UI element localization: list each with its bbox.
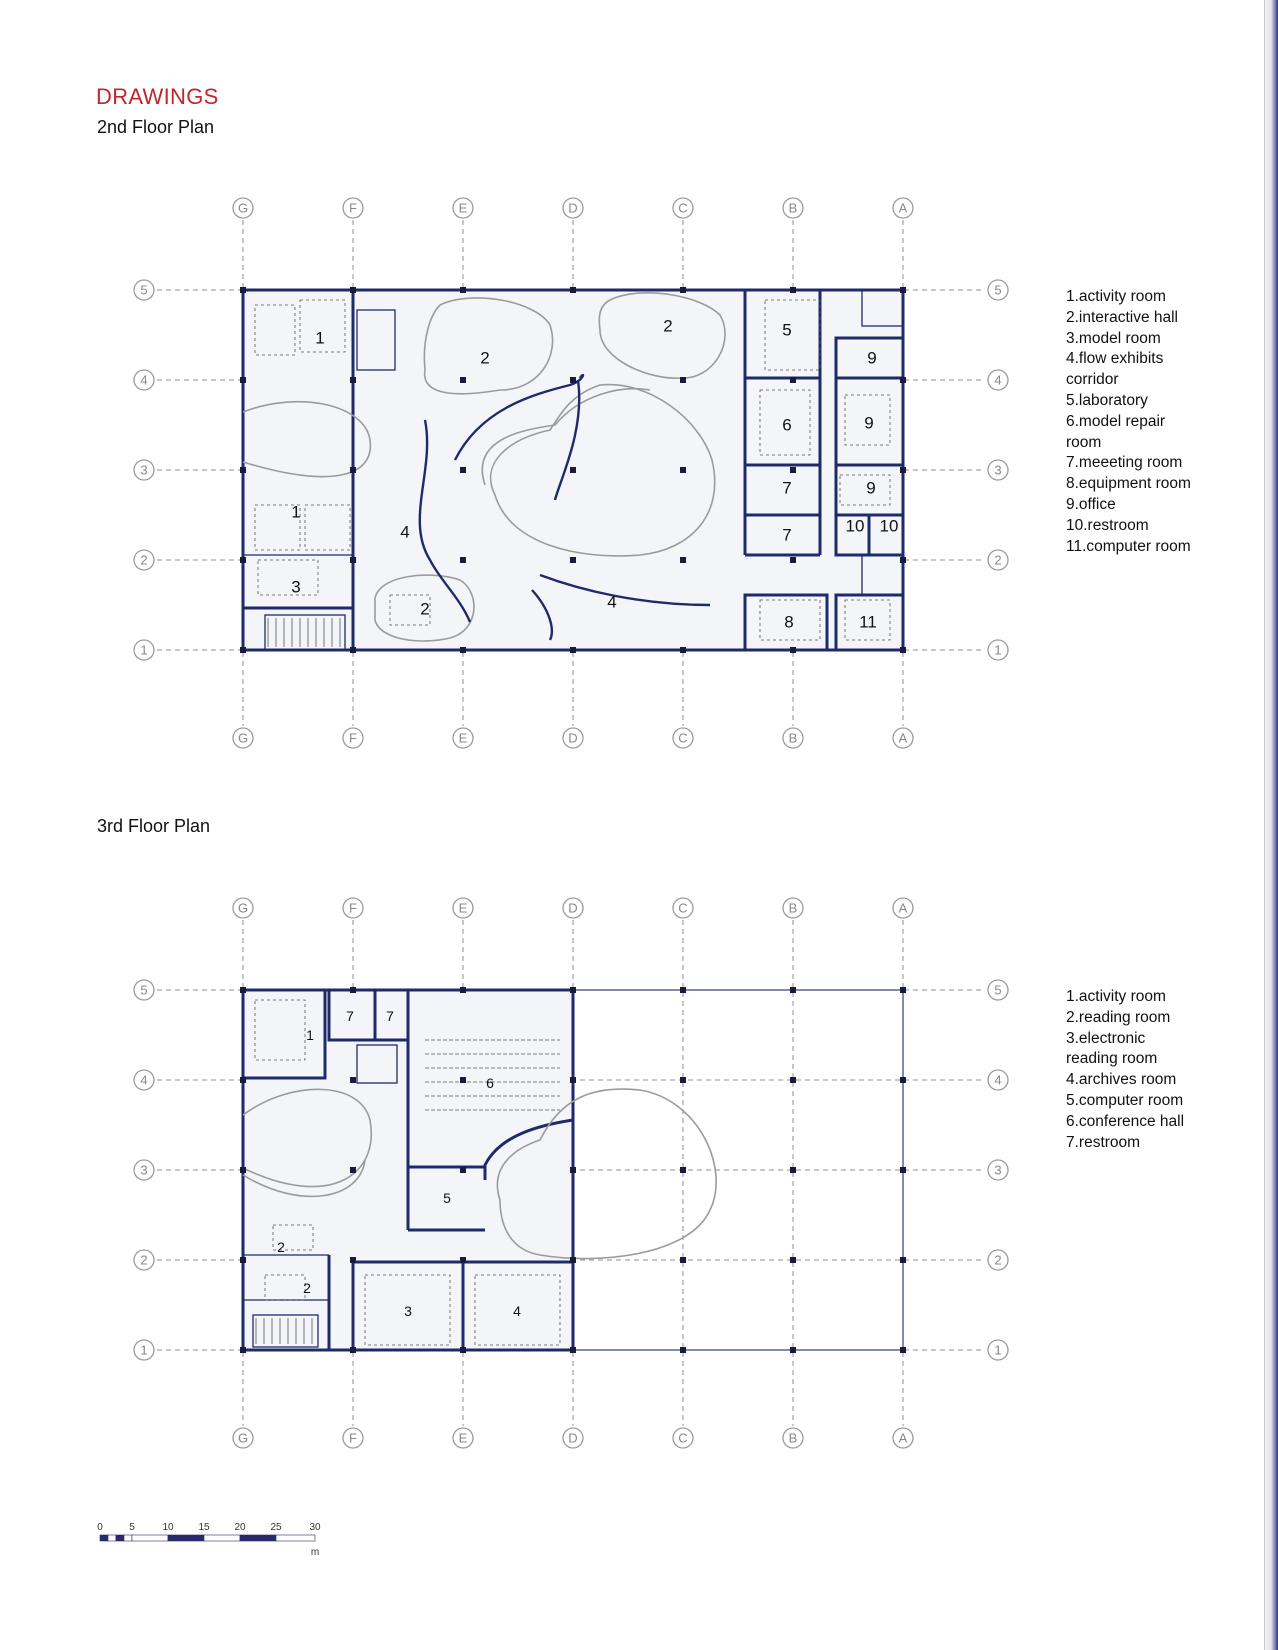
legend-item: 5.laboratory: [1066, 391, 1148, 409]
grid-bubble-label: 5: [994, 282, 1002, 298]
scale-segment: [116, 1535, 124, 1541]
legend-item: 3.model room: [1066, 329, 1161, 347]
grid-bubble-label: 1: [140, 1342, 148, 1358]
structural-column: [240, 287, 246, 293]
room-label: 8: [784, 612, 794, 632]
structural-column: [680, 1167, 686, 1173]
structural-column: [900, 287, 906, 293]
structural-column: [460, 467, 466, 473]
structural-column: [900, 1347, 906, 1353]
structural-column: [900, 1257, 906, 1263]
structural-column: [900, 1077, 906, 1083]
structural-column: [460, 987, 466, 993]
room-label: 2: [663, 316, 673, 336]
structural-column: [680, 467, 686, 473]
grid-bubble-label: E: [458, 900, 468, 916]
room-label: 1: [315, 328, 325, 348]
room-label: 2: [277, 1239, 285, 1255]
structural-column: [350, 1077, 356, 1083]
structural-column: [240, 1077, 246, 1083]
structural-column: [460, 1167, 466, 1173]
structural-column: [790, 377, 796, 383]
room-label: 6: [782, 415, 792, 435]
grid-bubble-label: B: [788, 730, 798, 746]
scale-segment: [168, 1535, 204, 1541]
plan-title-3rd-floor: 3rd Floor Plan: [97, 816, 211, 836]
grid-bubble-label: F: [349, 900, 357, 916]
grid-bubble-label: 2: [140, 552, 148, 568]
structural-column: [570, 1347, 576, 1353]
scale-tick-label: 30: [309, 1522, 321, 1533]
grid-bubble-label: 2: [994, 1252, 1002, 1268]
room-label: 3: [291, 577, 301, 597]
structural-column: [790, 287, 796, 293]
grid-bubble-label: 2: [994, 552, 1002, 568]
structural-column: [350, 987, 356, 993]
scale-tick-label: 20: [234, 1522, 246, 1533]
structural-column: [460, 1347, 466, 1353]
scale-segment: [132, 1535, 168, 1541]
scale-tick-label: 5: [129, 1522, 135, 1533]
scale-tick-label: 15: [198, 1522, 210, 1533]
scale-segment: [108, 1535, 116, 1541]
grid-bubble-label: 4: [140, 372, 148, 388]
structural-column: [790, 1167, 796, 1173]
structural-column: [240, 1347, 246, 1353]
structural-column: [460, 377, 466, 383]
structural-column: [790, 1257, 796, 1263]
room-label: 6: [486, 1075, 494, 1091]
legend-item: 6.model repair room: [1066, 412, 1166, 451]
structural-column: [680, 647, 686, 653]
structural-column: [790, 1347, 796, 1353]
structural-column: [790, 987, 796, 993]
legend-item: 1.activity room: [1066, 988, 1166, 1005]
room-label: 11: [859, 612, 877, 632]
room-label: 4: [400, 522, 410, 542]
scale-segment: [276, 1535, 315, 1541]
structural-column: [350, 647, 356, 653]
grid-bubble-label: F: [349, 730, 357, 746]
structural-column: [570, 1167, 576, 1173]
structural-column: [790, 467, 796, 473]
legend-item: 7.restroom: [1066, 1133, 1141, 1151]
structural-column: [460, 557, 466, 563]
structural-column: [680, 557, 686, 563]
structural-column: [350, 377, 356, 383]
room-label: 1: [291, 502, 301, 522]
legend-item: 11.computer room: [1066, 537, 1191, 555]
scale-tick-label: 0: [97, 1522, 103, 1533]
grid-bubble-label: E: [458, 200, 468, 216]
structural-column: [570, 1257, 576, 1263]
structural-column: [570, 987, 576, 993]
grid-bubble-label: 1: [994, 1342, 1002, 1358]
grid-bubble-label: 1: [994, 642, 1002, 658]
legend-item: 6.conference hall: [1066, 1112, 1185, 1130]
structural-column: [680, 287, 686, 293]
room-label: 2: [420, 599, 430, 619]
scale-segment: [124, 1535, 132, 1541]
grid-bubble-label: G: [237, 200, 249, 216]
grid-bubble-label: 5: [140, 982, 148, 998]
room-label: 7: [782, 525, 792, 545]
legend-item: 5.computer room: [1066, 1091, 1184, 1109]
structural-column: [350, 1257, 356, 1263]
legend-item: 4.flow exhibits corridor: [1066, 350, 1164, 389]
room-label: 5: [443, 1190, 451, 1206]
grid-bubble-label: B: [788, 1430, 798, 1446]
structural-column: [240, 467, 246, 473]
structural-column: [680, 987, 686, 993]
legend-item: 9.office: [1066, 495, 1116, 513]
grid-bubble-label: C: [678, 200, 688, 216]
legend-item: 7.meeeting room: [1066, 454, 1183, 472]
grid-bubble-label: 5: [140, 282, 148, 298]
structural-column: [570, 287, 576, 293]
grid-bubble-label: E: [458, 1430, 468, 1446]
room-label: 9: [867, 348, 877, 368]
scale-segment: [204, 1535, 240, 1541]
scale-tick-label: 25: [270, 1522, 282, 1533]
grid-bubble-label: G: [237, 1430, 249, 1446]
structural-column: [350, 1167, 356, 1173]
room-label: 7: [346, 1008, 354, 1024]
structural-column: [350, 1347, 356, 1353]
structural-column: [460, 1077, 466, 1083]
structural-column: [680, 1077, 686, 1083]
legend-item: 8.equipment room: [1066, 475, 1191, 493]
grid-bubble-label: 4: [140, 1072, 148, 1088]
legend-item: 3.electronic reading room: [1066, 1029, 1158, 1068]
plan-title-2nd-floor: 2nd Floor Plan: [97, 117, 215, 137]
grid-bubble-label: F: [349, 1430, 357, 1446]
structural-column: [460, 1257, 466, 1263]
grid-bubble-label: F: [349, 200, 357, 216]
scale-segment: [100, 1535, 108, 1541]
room-label: 4: [513, 1303, 521, 1319]
structural-column: [570, 557, 576, 563]
grid-bubble-label: 5: [994, 982, 1002, 998]
grid-bubble-label: E: [458, 730, 468, 746]
grid-bubble-label: D: [568, 730, 578, 746]
structural-column: [240, 987, 246, 993]
grid-bubble-label: 3: [994, 462, 1002, 478]
structural-column: [460, 287, 466, 293]
structural-column: [240, 1167, 246, 1173]
room-label: 10: [845, 516, 865, 536]
structural-column: [900, 1167, 906, 1173]
plan-2-floor: [134, 198, 1008, 748]
structural-column: [900, 557, 906, 563]
room-label: 7: [386, 1008, 394, 1024]
room-label: 2: [303, 1280, 311, 1296]
structural-column: [790, 1077, 796, 1083]
structural-column: [900, 467, 906, 473]
grid-bubble-label: A: [898, 1430, 908, 1446]
grid-bubble-label: 3: [140, 462, 148, 478]
structural-column: [790, 647, 796, 653]
plan-3-floor: [134, 898, 1008, 1448]
scale-segment: [240, 1535, 276, 1541]
structural-column: [680, 1257, 686, 1263]
legend-item: 2.interactive hall: [1066, 308, 1179, 326]
structural-column: [900, 377, 906, 383]
grid-bubble-label: C: [678, 900, 688, 916]
room-label: 9: [866, 478, 876, 498]
grid-bubble-label: A: [898, 200, 908, 216]
structural-column: [680, 1347, 686, 1353]
room-label: 10: [879, 516, 899, 536]
room-label: 4: [607, 592, 617, 612]
structural-column: [240, 377, 246, 383]
grid-bubble-label: D: [568, 900, 578, 916]
grid-bubble-label: C: [678, 730, 688, 746]
grid-bubble-label: 3: [994, 1162, 1002, 1178]
structural-column: [350, 467, 356, 473]
room-label: 3: [404, 1303, 412, 1319]
room-label: 2: [480, 348, 490, 368]
room-label: 1: [306, 1027, 314, 1043]
structural-column: [900, 987, 906, 993]
section-heading: DRAWINGS: [96, 84, 219, 109]
grid-bubble-label: B: [788, 900, 798, 916]
grid-bubble-label: 4: [994, 1072, 1002, 1088]
grid-bubble-label: G: [237, 730, 249, 746]
legend-item: 2.reading room: [1066, 1008, 1171, 1026]
structural-column: [460, 647, 466, 653]
grid-bubble-label: A: [898, 900, 908, 916]
grid-bubble-label: D: [568, 1430, 578, 1446]
structural-column: [570, 1077, 576, 1083]
grid-bubble-label: 1: [140, 642, 148, 658]
structural-column: [570, 377, 576, 383]
structural-column: [790, 557, 796, 563]
structural-column: [680, 377, 686, 383]
room-label: 7: [782, 478, 792, 498]
grid-bubble-label: B: [788, 200, 798, 216]
structural-column: [350, 287, 356, 293]
grid-bubble-label: C: [678, 1430, 688, 1446]
structural-column: [240, 1257, 246, 1263]
legend-item: 1.activity room: [1066, 288, 1166, 305]
legend-item: 10.restroom: [1066, 516, 1149, 534]
scale-unit: m: [310, 1547, 320, 1558]
room-label: 5: [782, 320, 792, 340]
room-label: 9: [864, 413, 874, 433]
structural-column: [570, 647, 576, 653]
structural-column: [240, 647, 246, 653]
grid-bubble-label: 2: [140, 1252, 148, 1268]
grid-bubble-label: G: [237, 900, 249, 916]
structural-column: [240, 557, 246, 563]
structural-column: [350, 557, 356, 563]
scale-bar: [97, 1522, 321, 1558]
grid-bubble-label: A: [898, 730, 908, 746]
structural-column: [570, 467, 576, 473]
structural-column: [900, 647, 906, 653]
grid-bubble-label: 3: [140, 1162, 148, 1178]
scale-tick-label: 10: [162, 1522, 174, 1533]
legend-item: 4.archives room: [1066, 1071, 1177, 1089]
grid-bubble-label: D: [568, 200, 578, 216]
grid-bubble-label: 4: [994, 372, 1002, 388]
